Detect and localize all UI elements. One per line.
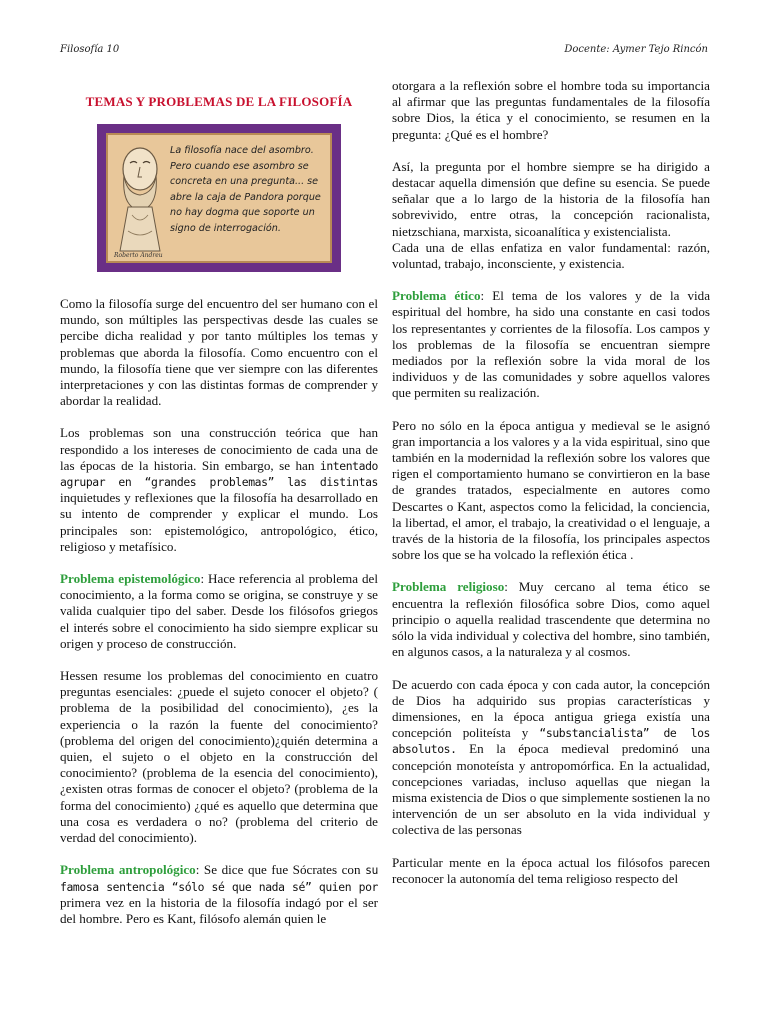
- section-label-antropologico: Problema antropológico: [60, 862, 196, 878]
- paragraph: Pero no sólo en la época antigua y medieval se le asignó gran importancia a los valores y a la vida espiritual, sino que también en la modernidad la reflexión sobre los valores que rigen el comportamiento humano se convirtieron en la base de grandes tratados, especialmente en autores como Descartes o Kant, aspectos como la felicidad, la conciencia, la libertad, el amor, el trabajo, la creatividad o el lenguaje, a través de la historia de la filosofía, los principales aspectos sobre los que se ha volcado la reflexión ética .: [392, 417, 710, 563]
- left-column: [60, 74, 378, 943]
- text: : Hace referencia al problema del conocimiento, a la forma como se origina, se construye y se valida cualquier tipo del saber. Desde los filósofos griegos el interés sobre el conocimiento ha sido siempre explicar su origen y proceso de construcción.: [60, 571, 378, 651]
- header-right: Docente: Aymer Tejo Rincón: [564, 44, 708, 55]
- text: : Se dice que fue Sócrates con: [195, 862, 361, 878]
- text: Los problemas son una construcción teórica que han respondido a los intereses de conocimiento de cada una de las épocas de la historia. Sin embargo, se han: [60, 425, 378, 473]
- typed-text: intentado agrupar en “grandes problemas” las distintas: [60, 458, 378, 490]
- paragraph: [60, 571, 378, 652]
- paragraph: Particular mente en la época actual los filósofos parecen reconocer la autonomía del tema religioso respecto del: [392, 854, 710, 886]
- paragraph: Así, la pregunta por el hombre siempre se ha dirigido a destacar aquella dimensión que define su esencia. Se puede señalar que a lo largo de la historia de la filosofía han sobrevivido, entre otras, la concepción racionalista, nietzschiana, marxista, sicoanalítica y existencialista.: [392, 158, 710, 239]
- text: : El tema de los valores y de la vida espiritual del hombre, ha sido una constante en casi todos los representantes y corrientes de la filosofía. Los campos y los problemas de la filosofía se encuentran siempre mediados por la reflexión sobre la vida moral de los individuos y de las comunidades y sobre aquellos valores que permiten su realización.: [392, 288, 711, 401]
- text: En la época medieval predominó una concepción monoteísta y antropomórfica. En la actualidad, concepciones variadas, incluso aquellas que niegan la misma existencia de Dios o que simplemente sostienen la no intervención de un ser absoluto en la vida individual y colectiva de las personas: [392, 741, 710, 838]
- typed-text: “substancialista” de los absolutos.: [392, 726, 710, 757]
- paragraph: [60, 862, 378, 927]
- paragraph: Como la filosofía surge del encuentro del ser humano con el mundo, son múltiples las perspectivas desde las cuales se percibe dicha realidad y por tanto múltiples los temas y problemas que aborda la filosofía. Como encuentro con el mundo, la filosofía tiene que ver siempre con las diferentes interpretaciones y con las distintas formas de comprender y abordar la realidad.: [60, 296, 378, 409]
- quote-image-frame: [97, 124, 341, 272]
- paragraph: [392, 288, 710, 401]
- paragraph: [392, 579, 710, 660]
- philosopher-bust-illustration: [110, 141, 170, 253]
- section-label-etico: Problema ético: [392, 288, 481, 304]
- quote-signature: Roberto Andreu: [114, 252, 163, 259]
- quote-image: [106, 133, 332, 263]
- text: inquietudes y reflexiones que la filosofía ha desarrollado en su intento de comprender y explicar el mundo. Los principales son: epistemológico, antropológico, ético, religioso y metafísico.: [60, 490, 378, 554]
- section-label-epistemologico: Problema epistemológico: [60, 571, 201, 587]
- section-label-religioso: Problema religioso: [392, 579, 505, 595]
- paragraph: Hessen resume los problemas del conocimiento en cuatro preguntas esenciales: ¿puede el sujeto conocer el objeto? ( problema de la posibilidad del conocimiento), ¿es la experiencia o la razón la fuente del conocimiento? (problema del origen del conocimiento)¿quién determina a quien, el sujeto o el objeto en la construcción del conocimiento? (problema de la esencia del conocimiento), ¿existen otras formas de conocer el objeto? (problema de la forma del conocimiento) ¿qué es aquello que determina que una cosa es verdadera o no? (problema del criterio de verdad del conocimiento).: [60, 668, 378, 846]
- paragraph: [392, 677, 710, 839]
- text: primera vez en la historia de la filosofía indagó por el ser del hombre. Pero es Kant, filósofo alemán quien le: [60, 894, 378, 926]
- document-title: TEMAS Y PROBLEMAS DE LA FILOSOFÍA: [85, 94, 353, 109]
- right-column: [392, 78, 710, 903]
- typed-text: su famosa sentencia “sólo sé que nada sé” quien por: [60, 863, 378, 894]
- quote-text: La filosofía nace del asombro. Pero cuando ese asombro se concreta en una pregunta... se abre la caja de Pandora porque no hay dogma que soporte un signo de interrogación.: [170, 145, 321, 234]
- paragraph: [60, 425, 378, 555]
- text: De acuerdo con cada época y con cada autor, la concepción de Dios ha adquirido sus propias características y dimensiones, en la época antigua griega existía una concepción politeísta y: [392, 676, 710, 741]
- paragraph: otorgara a la reflexión sobre el hombre toda su importancia al afirmar que las preguntas fundamentales de la filosofía sobre Dios, la ética y el conocimiento, se resumen en la pregunta: ¿Qué es el hombre?: [392, 78, 710, 142]
- header-left: Filosofía 10: [60, 44, 120, 55]
- paragraph: Cada una de ellas enfatiza en valor fundamental: razón, voluntad, trabajo, inconsciente, y existencia.: [392, 239, 710, 272]
- text: : Muy cercano al tema ético se encuentra la reflexión filosófica sobre Dios, como aquel principio o aquella realidad trascendente que determina no sólo la vida individual y colectiva del hombre, sino también, en algunos casos, a la naturaleza y al cosmos.: [392, 579, 710, 660]
